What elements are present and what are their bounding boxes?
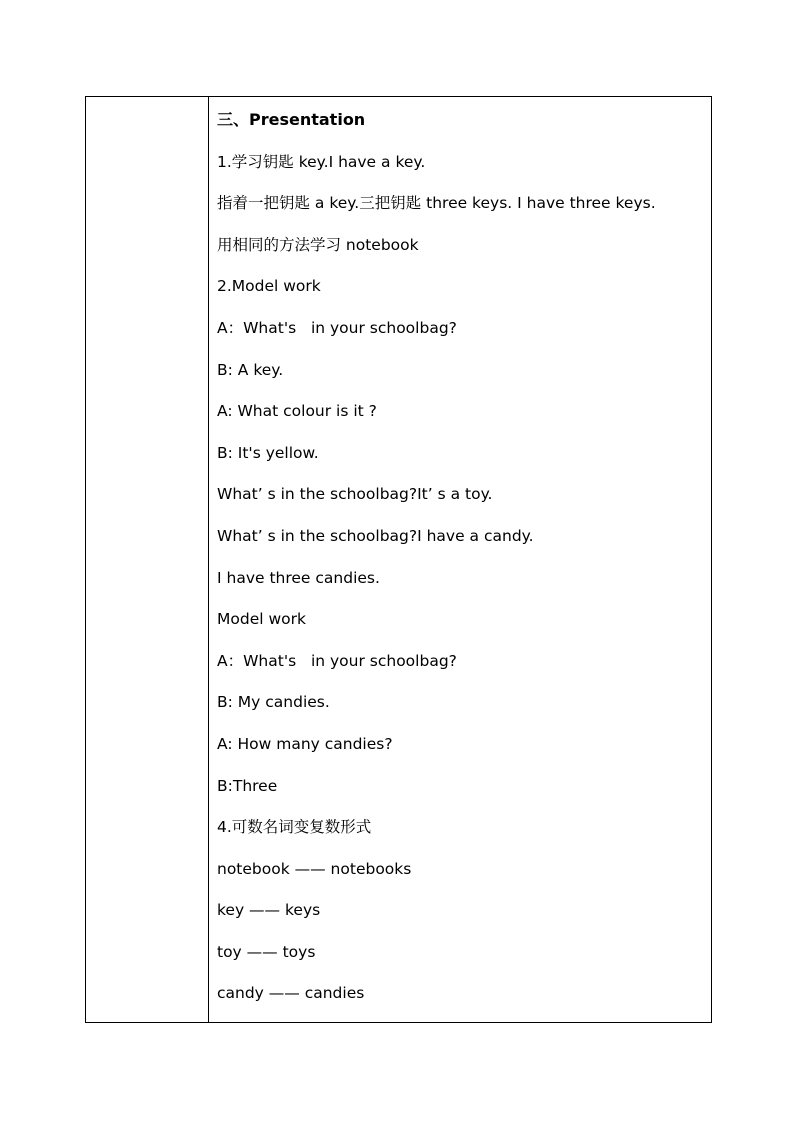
table-left-cell (86, 97, 209, 1023)
text-line: B: A key. (217, 360, 284, 379)
text-line: B:Three (217, 776, 278, 795)
lesson-plan-table (85, 96, 712, 1023)
text-line: 2.Model work (217, 277, 321, 296)
text-line: notebook —— notebooks (217, 859, 412, 878)
text-line: What’ s in the schoolbag?I have a candy. (217, 526, 534, 545)
text-line: 4.可数名词变复数形式 (217, 818, 372, 837)
table-row (86, 97, 712, 1023)
text-line: A：What's in your schoolbag? (217, 651, 457, 670)
table-content-cell (209, 97, 712, 1023)
text-line: A: How many candies? (217, 734, 393, 753)
text-line: B: My candies. (217, 693, 330, 712)
presentation-section (209, 97, 711, 1022)
text-line: B: It's yellow. (217, 443, 319, 462)
text-line: 指着一把钥匙 a key.三把钥匙 three keys. I have three keys. (217, 194, 656, 213)
text-line: 1.学习钥匙 key.I have a key. (217, 152, 426, 171)
text-line: What’ s in the schoolbag?It’ s a toy. (217, 485, 493, 504)
text-line: 用相同的方法学习 notebook (217, 235, 419, 254)
text-line: candy —— candies (217, 984, 365, 1003)
text-line: A：What's in your schoolbag? (217, 318, 457, 337)
text-line: key —— keys (217, 901, 321, 920)
text-line: I have three candies. (217, 568, 380, 587)
text-line: Model work (217, 610, 306, 629)
section-heading: 三、Presentation (217, 110, 366, 129)
text-line: A: What colour is it ? (217, 402, 377, 421)
text-line: toy —— toys (217, 942, 316, 961)
